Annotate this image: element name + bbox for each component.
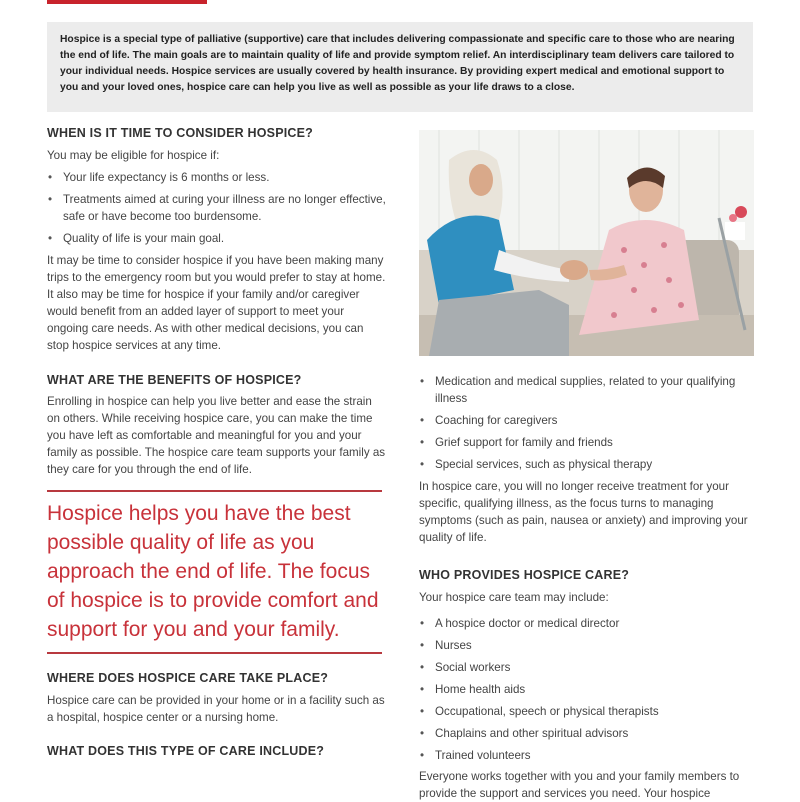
list-item: • Coaching for caregivers bbox=[419, 412, 759, 429]
right-column bbox=[419, 130, 759, 802]
who-body: Everyone works together with you and your family members to provide the support and services you need. Your hospice bbox=[419, 770, 740, 800]
benefits-body: Enrolling in hospice can help you live better and ease the strain on others. While receiving hospice care, you can make the time you have left as comfortable and meaningful for you and your family as possible. The hospice care team supports your family as they care for you through the end of life. bbox=[47, 395, 386, 476]
pull-quote bbox=[47, 490, 382, 654]
intro-text: Hospice is a special type of palliative (supportive) care that includes delivering compassionate and specific care to those who are nearing the end of life. The main goals are to maintain quality of life and provide symptom relief. An interdisciplinary team delivers care tailored to your individual needs. Hospice services are usually covered by health insurance. By providing expert medical and emotional support to you and your loved ones, hospice care can help you live as well as possible as your life draws to a close. bbox=[60, 34, 735, 93]
list-item: • Nurses bbox=[419, 637, 759, 654]
heading-where: WHERE DOES HOSPICE CARE TAKE PLACE? bbox=[47, 671, 329, 685]
list-item: • Home health aids bbox=[419, 681, 759, 698]
list-item: • Medication and medical supplies, related to your qualifying illness bbox=[419, 373, 759, 407]
list-item: • Chaplains and other spiritual advisors bbox=[419, 725, 759, 742]
list-item: • Social workers bbox=[419, 659, 759, 676]
heading-include: WHAT DOES THIS TYPE OF CARE INCLUDE? bbox=[47, 744, 325, 758]
heading-when: WHEN IS IT TIME TO CONSIDER HOSPICE? bbox=[47, 126, 314, 140]
eligibility-list bbox=[47, 169, 387, 247]
list-item: • Quality of life is your main goal. bbox=[47, 230, 387, 247]
left-column bbox=[47, 126, 387, 758]
list-item: • Special services, such as physical therapy bbox=[419, 456, 759, 473]
list-item: • Treatments aimed at curing your illness are no longer effective, safe or have become too burdensome. bbox=[47, 191, 387, 225]
photo-illustration bbox=[419, 130, 754, 356]
when-lead: You may be eligible for hospice if: bbox=[47, 149, 220, 162]
when-body: It may be time to consider hospice if you have been making many trips to the emergency room but you would prefer to stay at home. It also may be time for hospice if your family and/or caregiver would benefit from an added layer of support to meet your ongoing care needs. As with other medical decisions, you can stop hospice services at any time. bbox=[47, 254, 386, 352]
pull-quote-text: Hospice helps you have the best possible quality of life as you approach the end of life. The focus of hospice is to provide comfort and support for you and your family. bbox=[47, 502, 379, 641]
where-body: Hospice care can be provided in your home or in a facility such as a hospital, hospice center or a nursing home. bbox=[47, 694, 385, 724]
list-item: • Trained volunteers bbox=[419, 747, 759, 764]
list-item: • Grief support for family and friends bbox=[419, 434, 759, 451]
hospice-photo bbox=[419, 130, 754, 356]
intro-box bbox=[47, 22, 753, 112]
care-include-list bbox=[419, 373, 759, 473]
care-team-list bbox=[419, 615, 759, 764]
top-accent-bar bbox=[47, 0, 207, 4]
heading-who: WHO PROVIDES HOSPICE CARE? bbox=[419, 568, 630, 582]
list-item: • Your life expectancy is 6 months or less. bbox=[47, 169, 387, 186]
list-item: • A hospice doctor or medical director bbox=[419, 615, 759, 632]
list-item: • Occupational, speech or physical therapists bbox=[419, 703, 759, 720]
heading-benefits: WHAT ARE THE BENEFITS OF HOSPICE? bbox=[47, 373, 302, 387]
who-lead: Your hospice care team may include: bbox=[419, 591, 609, 604]
care-body: In hospice care, you will no longer receive treatment for your specific, qualifying illness, as the focus turns to managing symptoms (such as pain, nausea or anxiety) and improving your quality of life. bbox=[419, 480, 748, 544]
